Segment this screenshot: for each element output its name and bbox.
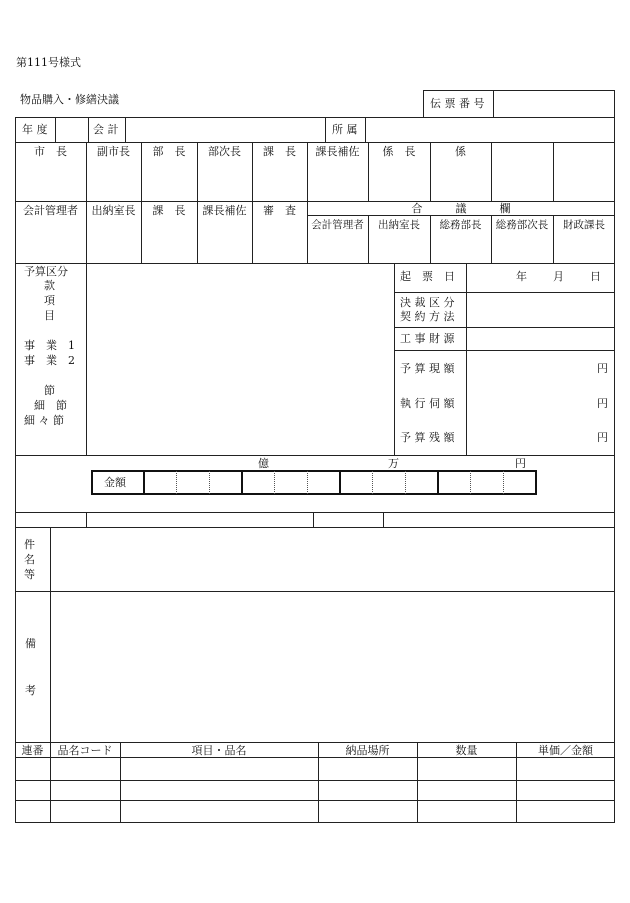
slip-number-field[interactable] bbox=[494, 91, 614, 117]
approver-top-stamp-6[interactable] bbox=[369, 160, 429, 200]
funding-label: 工 事 財 源 bbox=[400, 332, 455, 345]
approver-mid-3: 課長補佐 bbox=[202, 204, 247, 217]
item-header-1: 品名コード bbox=[57, 744, 113, 757]
budget-remaining-label: 予 算 残 額 bbox=[400, 431, 455, 444]
council-item-0: 会計管理者 bbox=[311, 219, 364, 231]
budget-current-label: 予 算 現 額 bbox=[400, 362, 455, 375]
subject-label-2: 名 bbox=[24, 553, 35, 566]
council-item-3: 総務部次長 bbox=[495, 219, 549, 231]
slip-number-label: 伝 票 番 号 bbox=[430, 97, 485, 110]
budget-label-8: 細 々 節 bbox=[24, 414, 64, 427]
yen-current: 円 bbox=[597, 362, 608, 375]
approver-mid-4: 審 査 bbox=[263, 204, 296, 217]
approver-mid-1: 出納室長 bbox=[91, 204, 136, 217]
budget-label-6: 節 bbox=[44, 384, 55, 397]
approver-top-3: 部次長 bbox=[208, 145, 241, 158]
budget-label-1: 款 bbox=[44, 279, 55, 292]
budget-label-4: 事 業 1 bbox=[24, 339, 75, 352]
council-label: 合 議 欄 bbox=[411, 202, 511, 215]
subject-label-3: 等 bbox=[24, 568, 35, 581]
date-month: 月 bbox=[553, 270, 564, 283]
contract-method-label: 契 約 方 法 bbox=[400, 310, 455, 323]
item-header-3: 納品場所 bbox=[345, 744, 390, 757]
approver-top-stamp-9[interactable] bbox=[554, 160, 614, 200]
date-day: 日 bbox=[590, 270, 601, 283]
approver-top-5: 課長補佐 bbox=[315, 145, 360, 158]
approver-top-stamp-3[interactable] bbox=[198, 160, 251, 200]
item-header-5: 単価／金額 bbox=[538, 744, 593, 757]
account-label: 会 計 bbox=[93, 123, 119, 136]
subject-label-1: 件 bbox=[24, 538, 35, 551]
budget-label-0: 予算区分 bbox=[24, 265, 68, 278]
approver-top-4: 課 長 bbox=[263, 145, 296, 158]
fiscal-year-label: 年 度 bbox=[22, 123, 48, 136]
unit-man: 万 bbox=[388, 457, 399, 470]
approver-top-stamp-1[interactable] bbox=[87, 160, 140, 200]
unit-en: 円 bbox=[515, 457, 526, 470]
issue-date-label: 起 票 日 bbox=[400, 270, 455, 283]
remarks-field[interactable] bbox=[51, 592, 614, 741]
yen-exec: 円 bbox=[597, 397, 608, 410]
approver-mid-2: 課 長 bbox=[152, 204, 186, 217]
approver-top-7: 係 bbox=[455, 145, 466, 158]
department-label: 所 属 bbox=[332, 123, 358, 136]
approver-top-stamp-7[interactable] bbox=[431, 160, 490, 200]
item-header-0: 連番 bbox=[21, 744, 44, 757]
approver-top-stamp-2[interactable] bbox=[142, 160, 196, 200]
budget-label-7: 細 節 bbox=[34, 399, 67, 412]
approver-top-stamp-4[interactable] bbox=[253, 160, 306, 200]
budget-label-3: 目 bbox=[44, 309, 55, 322]
item-header-2: 項目・品名 bbox=[191, 744, 247, 757]
council-item-4: 財政課長 bbox=[563, 219, 605, 231]
council-item-2: 総務部長 bbox=[439, 219, 482, 231]
budget-label-5: 事 業 2 bbox=[24, 354, 75, 367]
decision-label: 決 裁 区 分 bbox=[400, 296, 455, 309]
approver-top-stamp-5[interactable] bbox=[308, 160, 367, 200]
yen-remaining: 円 bbox=[597, 431, 608, 444]
subject-field[interactable] bbox=[51, 528, 614, 590]
remarks-label-2: 考 bbox=[25, 684, 36, 697]
approver-top-1: 副市長 bbox=[97, 145, 130, 158]
form-title: 物品購入・修繕決議 bbox=[20, 93, 119, 106]
approver-top-stamp-0[interactable] bbox=[16, 160, 85, 200]
approver-top-2: 部 長 bbox=[152, 145, 186, 158]
remarks-label-1: 備 bbox=[25, 637, 36, 650]
approver-top-6: 係 長 bbox=[382, 145, 416, 158]
unit-oku: 億 bbox=[258, 457, 269, 470]
approver-top-0: 市 長 bbox=[34, 145, 67, 158]
approver-mid-0: 会計管理者 bbox=[23, 204, 78, 217]
amount-label: 金額 bbox=[104, 476, 126, 489]
exec-amount-label: 執 行 伺 額 bbox=[400, 397, 455, 410]
council-item-1: 出納室長 bbox=[378, 219, 420, 231]
approver-top-stamp-8[interactable] bbox=[492, 160, 552, 200]
form-number: 第111号様式 bbox=[16, 56, 81, 69]
budget-label-2: 項 bbox=[44, 294, 55, 307]
date-year: 年 bbox=[516, 270, 527, 283]
item-header-4: 数量 bbox=[455, 744, 478, 757]
